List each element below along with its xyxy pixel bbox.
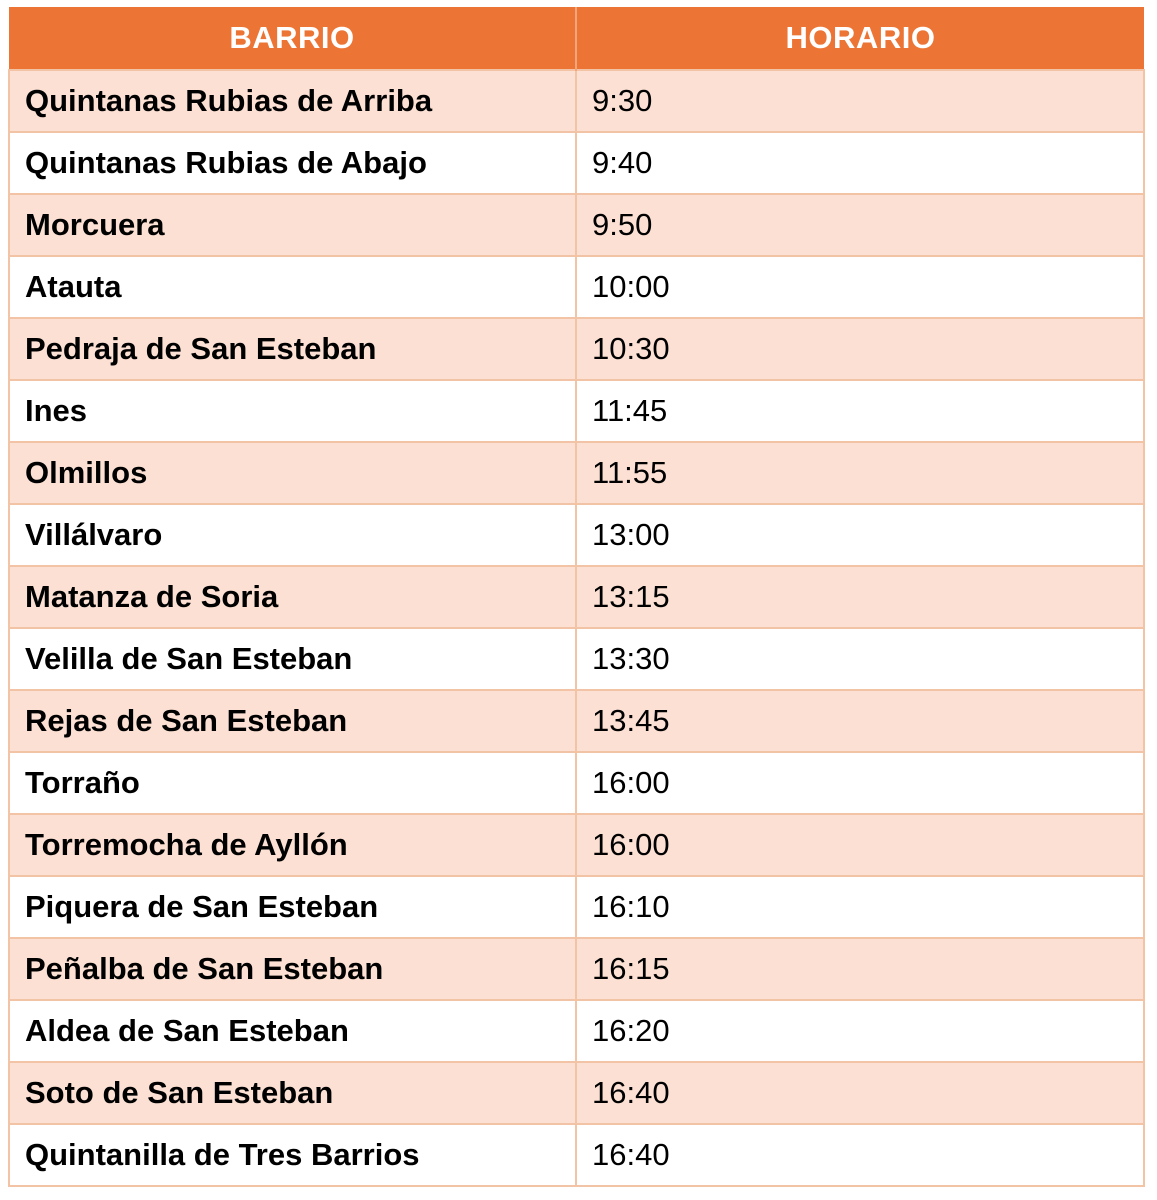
horario-cell: 13:15 [576,566,1144,628]
barrio-cell: Velilla de San Esteban [9,628,576,690]
table-row [9,876,1144,938]
table-row [9,1124,1144,1186]
table-row [9,442,1144,504]
table-row [9,814,1144,876]
horario-cell: 9:30 [576,70,1144,132]
header-row [9,7,1144,70]
horario-cell: 16:20 [576,1000,1144,1062]
barrio-cell: Villálvaro [9,504,576,566]
table-body [9,70,1144,1186]
table-row [9,318,1144,380]
table-row [9,752,1144,814]
horario-cell: 11:45 [576,380,1144,442]
barrio-cell: Matanza de Soria [9,566,576,628]
table-row [9,504,1144,566]
barrio-cell: Morcuera [9,194,576,256]
barrio-cell: Torraño [9,752,576,814]
horario-cell: 11:55 [576,442,1144,504]
schedule-table [8,7,1145,1187]
barrio-cell: Rejas de San Esteban [9,690,576,752]
horario-cell: 16:00 [576,814,1144,876]
horario-cell: 13:45 [576,690,1144,752]
barrio-cell: Piquera de San Esteban [9,876,576,938]
barrio-cell: Ines [9,380,576,442]
horario-cell: 9:40 [576,132,1144,194]
table-row [9,628,1144,690]
horario-cell: 16:40 [576,1062,1144,1124]
column-header-barrio: BARRIO [9,7,576,70]
barrio-cell: Quintanas Rubias de Abajo [9,132,576,194]
barrio-cell: Atauta [9,256,576,318]
barrio-cell: Quintanas Rubias de Arriba [9,70,576,132]
barrio-cell: Soto de San Esteban [9,1062,576,1124]
table-row [9,194,1144,256]
table-row [9,566,1144,628]
horario-cell: 10:30 [576,318,1144,380]
column-header-horario: HORARIO [576,7,1144,70]
barrio-cell: Quintanilla de Tres Barrios [9,1124,576,1186]
table-row [9,132,1144,194]
barrio-cell: Torremocha de Ayllón [9,814,576,876]
table-row [9,690,1144,752]
table-row [9,1062,1144,1124]
horario-cell: 16:00 [576,752,1144,814]
table-row [9,1000,1144,1062]
horario-cell: 9:50 [576,194,1144,256]
horario-cell: 16:15 [576,938,1144,1000]
barrio-cell: Pedraja de San Esteban [9,318,576,380]
horario-cell: 16:40 [576,1124,1144,1186]
horario-cell: 13:00 [576,504,1144,566]
horario-cell: 16:10 [576,876,1144,938]
table-row [9,70,1144,132]
barrio-cell: Olmillos [9,442,576,504]
barrio-cell: Peñalba de San Esteban [9,938,576,1000]
table-row [9,380,1144,442]
horario-cell: 10:00 [576,256,1144,318]
table-row [9,938,1144,1000]
table-row [9,256,1144,318]
horario-cell: 13:30 [576,628,1144,690]
barrio-cell: Aldea de San Esteban [9,1000,576,1062]
